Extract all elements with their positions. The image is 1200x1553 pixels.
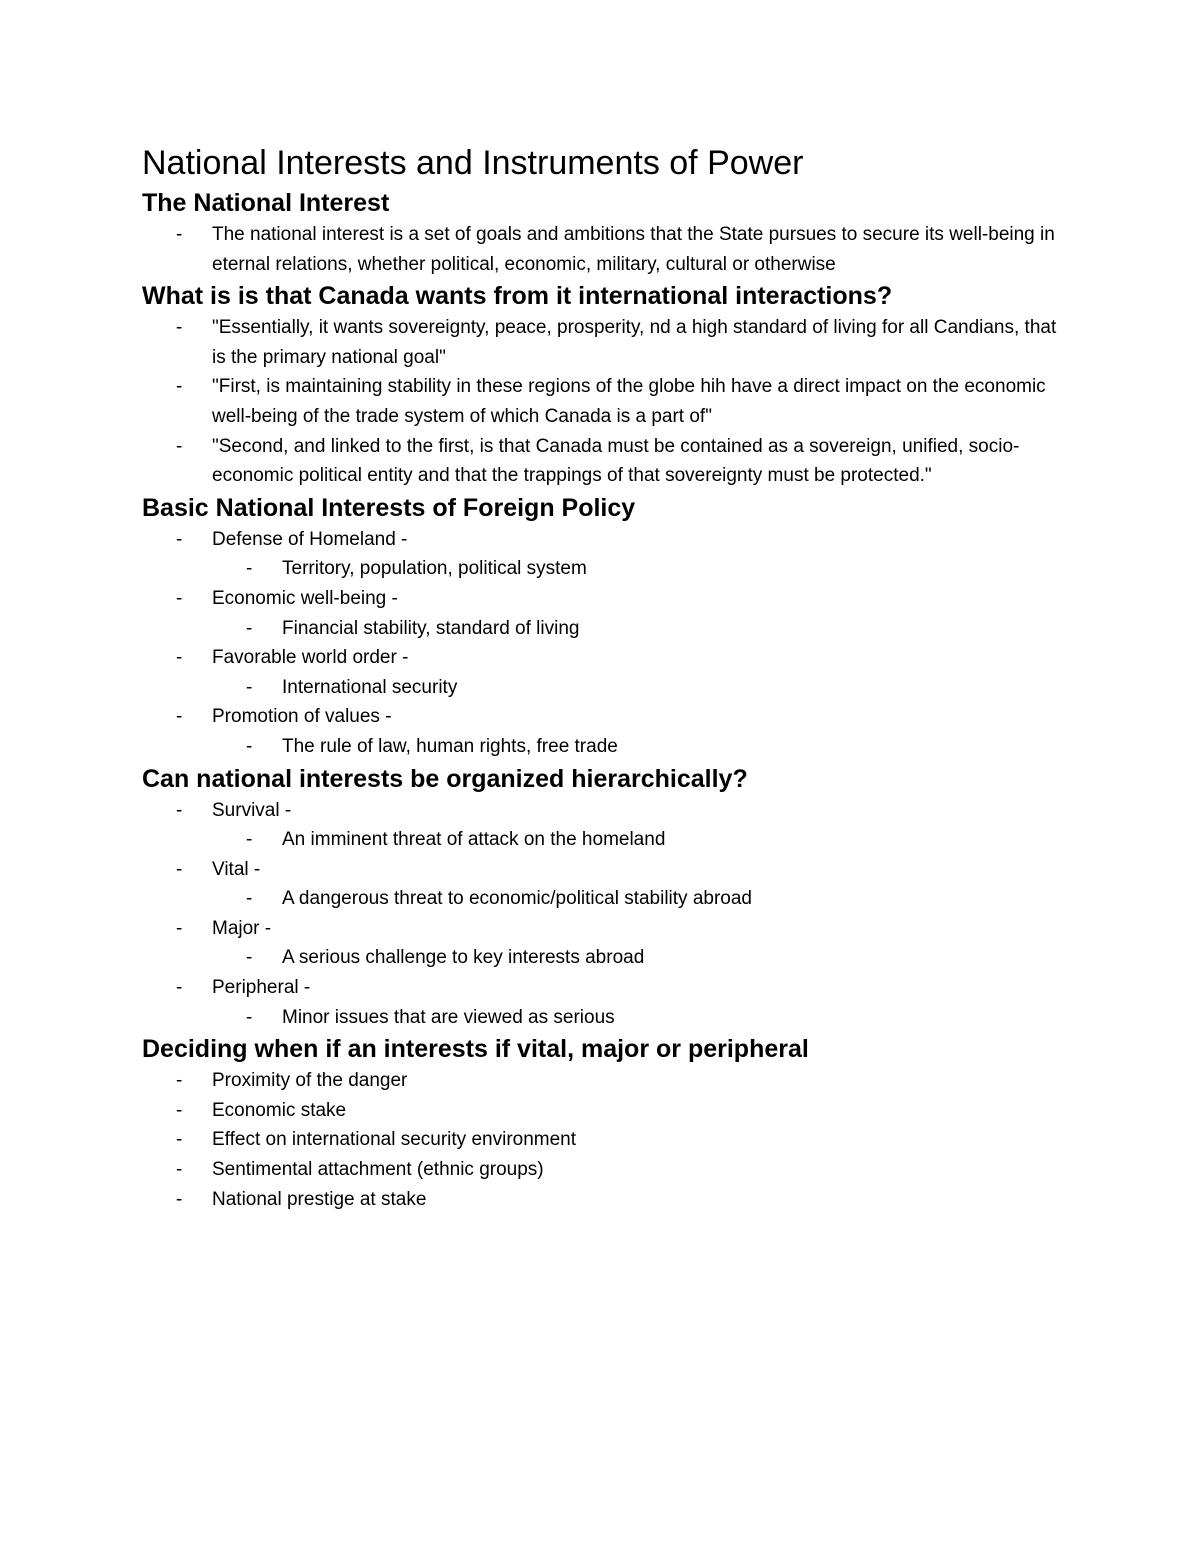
bullet-text: A serious challenge to key interests abroad	[282, 947, 645, 969]
bullet-dash: -	[176, 528, 183, 550]
bullet-item	[142, 914, 1072, 944]
bullet-list	[142, 525, 1072, 762]
section-national-interest	[142, 186, 1072, 279]
bullet-text: Major -	[212, 917, 272, 939]
bullet-text: The national interest is a set of goals and ambitions that the State pursues to secure its well-being in eternal relations, whether political, economic, military, cultural or otherwise	[212, 224, 1055, 275]
bullet-text: Economic stake	[212, 1099, 347, 1121]
bullet-item	[142, 643, 1072, 673]
bullet-dash: -	[176, 647, 183, 669]
section-heading: The National Interest	[142, 189, 390, 217]
bullet-dash: -	[176, 1129, 183, 1151]
sub-bullet-item	[142, 943, 1072, 973]
section-heading: Basic National Interests of Foreign Policy	[142, 493, 636, 522]
bullet-dash: -	[176, 1070, 183, 1092]
bullet-dash: -	[176, 1099, 183, 1121]
section-heading: What is is that Canada wants from it international interactions?	[142, 282, 893, 311]
section-canada-wants	[142, 279, 1072, 491]
bullet-item	[142, 1066, 1072, 1096]
bullet-text: Vital -	[212, 858, 261, 880]
bullet-text: "First, is maintaining stability in these regions of the globe hih have a direct impact on the economic well-being of the trade system of which Canada is a part of"	[212, 376, 1046, 427]
bullet-dash: -	[246, 617, 253, 639]
bullet-dash: -	[246, 947, 253, 969]
bullet-text: An imminent threat of attack on the homeland	[282, 829, 666, 851]
bullet-list	[142, 220, 1072, 279]
bullet-list	[142, 1066, 1072, 1214]
bullet-item	[142, 432, 1072, 491]
section-heading: Can national interests be organized hierarchically?	[142, 764, 748, 793]
sub-bullet-item	[142, 732, 1072, 762]
bullet-dash: -	[176, 706, 183, 728]
bullet-item	[142, 220, 1072, 279]
bullet-list	[142, 796, 1072, 1033]
section-heading: Deciding when if an interests if vital, major or peripheral	[142, 1035, 809, 1064]
bullet-dash: -	[176, 917, 183, 939]
sub-bullet-item	[142, 554, 1072, 584]
bullet-list	[142, 313, 1072, 491]
sub-bullet-item	[142, 614, 1072, 644]
bullet-item	[142, 1125, 1072, 1155]
bullet-dash: -	[246, 676, 253, 698]
bullet-dash: -	[176, 799, 183, 821]
bullet-item	[142, 313, 1072, 372]
bullet-dash: -	[246, 1006, 253, 1028]
bullet-dash: -	[176, 317, 183, 339]
bullet-dash: -	[176, 1188, 183, 1210]
bullet-dash: -	[176, 376, 183, 398]
section-basic-interests	[142, 491, 1072, 762]
bullet-text: Territory, population, political system	[282, 558, 587, 580]
bullet-item	[142, 584, 1072, 614]
bullet-text: "Essentially, it wants sovereignty, peace, prosperity, nd a high standard of living for all Candians, that is the primary national goal"	[212, 317, 1057, 368]
bullet-text: International security	[282, 676, 458, 698]
bullet-dash: -	[176, 435, 183, 457]
bullet-text: Favorable world order -	[212, 647, 409, 669]
bullet-item	[142, 525, 1072, 555]
sub-bullet-item	[142, 825, 1072, 855]
document-title: National Interests and Instruments of Power	[142, 144, 804, 182]
bullet-item	[142, 1155, 1072, 1185]
bullet-dash: -	[176, 977, 183, 999]
bullet-text: The rule of law, human rights, free trade	[282, 735, 618, 757]
bullet-text: Proximity of the danger	[212, 1070, 408, 1092]
sub-bullet-item	[142, 1003, 1072, 1033]
bullet-text: Survival -	[212, 799, 292, 821]
bullet-dash: -	[246, 829, 253, 851]
bullet-dash: -	[176, 858, 183, 880]
section-hierarchy	[142, 762, 1072, 1033]
bullet-dash: -	[246, 888, 253, 910]
bullet-item	[142, 372, 1072, 431]
bullet-text: Effect on international security environment	[212, 1129, 577, 1151]
bullet-text: "Second, and linked to the first, is that Canada must be contained as a sovereign, unified, socio-economic political entity and that the trappings of that sovereignty must be protected."	[212, 435, 1020, 487]
bullet-item	[142, 1096, 1072, 1126]
bullet-dash: -	[176, 587, 183, 609]
bullet-item	[142, 796, 1072, 826]
bullet-dash: -	[246, 558, 253, 580]
bullet-text: Minor issues that are viewed as serious	[282, 1006, 615, 1028]
section-deciding	[142, 1032, 1072, 1214]
bullet-text: Peripheral -	[212, 977, 311, 999]
sub-bullet-item	[142, 673, 1072, 703]
bullet-text: Economic well-being -	[212, 587, 398, 609]
bullet-item	[142, 855, 1072, 885]
bullet-item	[142, 702, 1072, 732]
bullet-dash: -	[176, 1159, 183, 1181]
bullet-text: National prestige at stake	[212, 1188, 427, 1210]
bullet-item	[142, 973, 1072, 1003]
sub-bullet-item	[142, 884, 1072, 914]
bullet-text: A dangerous threat to economic/political stability abroad	[282, 888, 752, 910]
bullet-text: Sentimental attachment (ethnic groups)	[212, 1159, 544, 1181]
bullet-text: Promotion of values -	[212, 706, 392, 728]
document-body	[142, 140, 1072, 1214]
bullet-text: Financial stability, standard of living	[282, 617, 580, 639]
bullet-text: Defense of Homeland -	[212, 528, 408, 550]
bullet-dash: -	[176, 224, 183, 245]
bullet-dash: -	[246, 735, 253, 757]
bullet-item	[142, 1185, 1072, 1215]
